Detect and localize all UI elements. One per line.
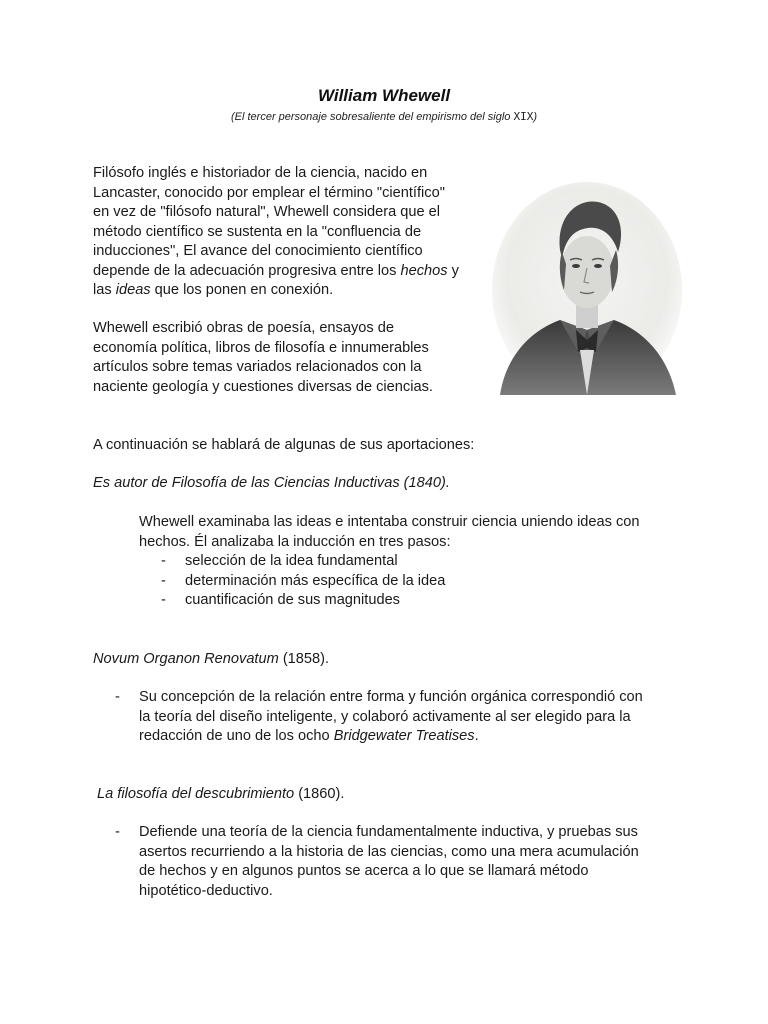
section1-heading: Es autor de Filosofía de las Ciencias Inductivas (1840). xyxy=(93,475,450,491)
works-line: naciente geología y cuestiones diversas de ciencias. xyxy=(93,378,433,395)
section1-line: hechos. Él analizaba la inducción en tres pasos: xyxy=(139,533,451,550)
section1-text xyxy=(139,513,679,552)
intro-text: que los ponen en conexión. xyxy=(150,282,334,298)
intro-line: Lancaster, conocido por emplear el término "científico" xyxy=(93,184,445,201)
intro-text: y xyxy=(447,262,459,279)
intro-paragraph xyxy=(93,164,488,301)
works-line: economía política, libros de filosofía e innumerables xyxy=(93,339,429,356)
bullet-dash: - xyxy=(161,572,166,589)
bullet-dash: - xyxy=(161,553,166,569)
section3-title: La filosofía del descubrimiento xyxy=(97,786,295,802)
contributions-intro: A continuación se hablará de algunas de sus aportaciones: xyxy=(93,437,475,453)
list-item xyxy=(161,572,446,592)
list-item xyxy=(161,591,445,611)
portrait-engraving xyxy=(492,180,682,395)
intro-text: las xyxy=(93,282,116,298)
section2-heading xyxy=(93,650,329,670)
section1-line: Whewell examinaba las ideas e intentaba construir ciencia uniendo ideas con xyxy=(139,514,640,530)
section3-year: (1860). xyxy=(294,786,345,802)
section2-line: Su concepción de la relación entre forma y función orgánica correspondió con xyxy=(139,689,643,705)
section3-line: asertos recurriendo a la historia de las ciencias, como una mera acumulación xyxy=(139,843,639,860)
step-text: selección de la idea fundamental xyxy=(185,553,398,569)
portrait-image xyxy=(492,180,682,395)
emphasis-hechos: hechos xyxy=(400,262,448,279)
induction-steps-list xyxy=(161,552,446,611)
intro-line: inducciones", El avance del conocimiento científico xyxy=(93,243,423,259)
subtitle-text: (El tercer personaje sobresaliente del empirismo del siglo xyxy=(230,111,514,123)
section2-dash: - xyxy=(115,689,120,705)
section3-line: Defiende una teoría de la ciencia fundamentalmente inductiva, y pruebas sus xyxy=(139,824,638,840)
works-line: artículos sobre temas variados relacionados con la xyxy=(93,359,422,375)
step-text: determinación más específica de la idea xyxy=(185,572,446,589)
section3-text xyxy=(139,823,699,901)
section2-line xyxy=(139,727,699,747)
bridgewater-title: Bridgewater Treatises xyxy=(333,728,475,744)
section2-title: Novum Organon Renovatum xyxy=(93,651,279,667)
page-subtitle xyxy=(0,110,768,123)
subtitle-century: XIX xyxy=(513,110,534,123)
works-line: Whewell escribió obras de poesía, ensayos de xyxy=(93,320,394,336)
section3-dash: - xyxy=(115,824,120,840)
subtitle-close: ) xyxy=(533,111,537,123)
intro-text: depende de la adecuación progresiva entre los xyxy=(93,262,401,279)
intro-line xyxy=(93,262,488,282)
works-paragraph xyxy=(93,319,488,397)
section2-text xyxy=(139,688,699,747)
intro-line xyxy=(93,281,488,301)
step-text: cuantificación de sus magnitudes xyxy=(185,592,400,608)
section2-text-span: . xyxy=(474,728,479,744)
bullet-dash: - xyxy=(161,592,166,608)
section3-heading xyxy=(97,785,344,805)
section3-line: hipotético-deductivo. xyxy=(139,882,273,899)
section3-line: de hechos y en algunos puntos se acerca a lo que se llamará método xyxy=(139,863,589,879)
emphasis-ideas: ideas xyxy=(115,282,151,298)
page-title: William Whewell xyxy=(317,86,451,105)
section2-text-span: redacción de uno de los ocho xyxy=(139,728,334,744)
intro-line: método científico se sustenta en la "confluencia de xyxy=(93,223,422,240)
section2-year: (1858). xyxy=(278,651,330,667)
list-item xyxy=(161,552,445,572)
intro-line: Filósofo inglés e historiador de la ciencia, nacido en xyxy=(93,165,428,181)
section2-line: la teoría del diseño inteligente, y colaboró activamente al ser elegido para la xyxy=(139,708,631,725)
intro-line: en vez de "filósofo natural", Whewell considera que el xyxy=(93,204,441,220)
